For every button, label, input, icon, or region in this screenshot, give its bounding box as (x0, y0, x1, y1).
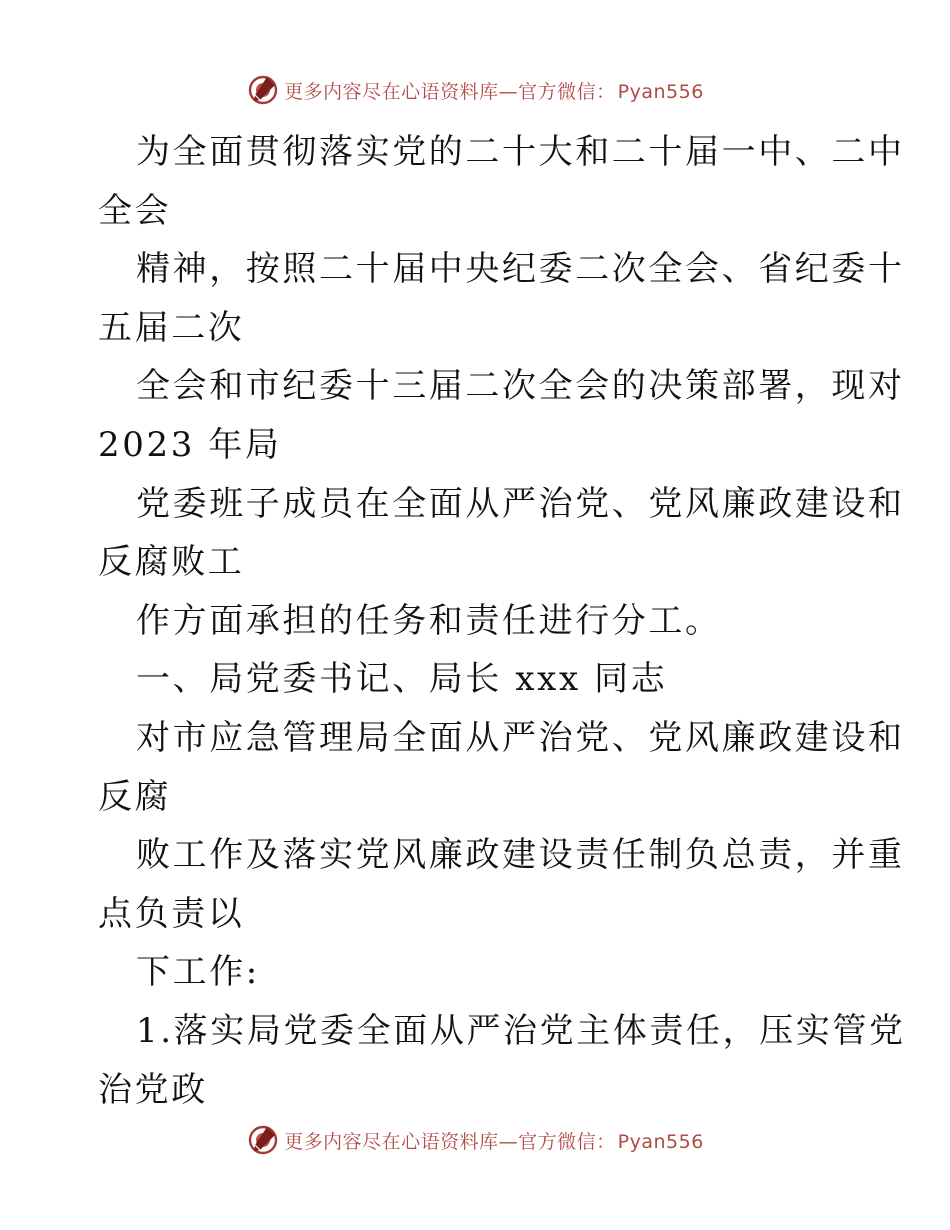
text-line: 一、局党委书记、局长 xxx 同志 (136, 659, 668, 700)
text-line: 点负责以 (98, 893, 245, 934)
text-line: 党委班子成员在全面从严治党、党风廉政建设和 (136, 483, 905, 524)
text-line: 全会和市纪委十三届二次全会的决策部署，现对 (136, 366, 905, 407)
text-line: 败工作及落实党风廉政建设责任制负总责，并重 (136, 835, 905, 876)
text-line: 1.落实局党委全面从严治党主体责任，压实管党 (136, 1010, 906, 1051)
pen-logo-icon (246, 73, 280, 107)
watermark-text: 更多内容尽在心语资料库—官方微信： Pyan556 (284, 80, 704, 103)
text-line: 五届二次 (98, 307, 245, 348)
text-line: 反腐败工 (98, 542, 245, 583)
document-body (98, 123, 906, 1119)
text-line: 对市应急管理局全面从严治党、党风廉政建设和 (136, 717, 905, 758)
watermark-footer (0, 1120, 950, 1160)
watermark-header (0, 70, 950, 110)
text-line: 精神，按照二十届中央纪委二次全会、省纪委十 (136, 249, 905, 290)
pen-logo-icon (246, 1123, 280, 1157)
text-line: 全会 (98, 190, 172, 231)
text-line: 2023 年局 (98, 424, 282, 465)
text-line: 治党政 (98, 1069, 208, 1110)
text-line: 下工作: (136, 952, 260, 993)
text-line: 为全面贯彻落实党的二十大和二十届一中、二中 (136, 132, 905, 172)
text-line: 作方面承担的任务和责任进行分工。 (136, 600, 722, 641)
watermark-text: 更多内容尽在心语资料库—官方微信： Pyan556 (284, 1130, 704, 1153)
text-line: 反腐 (98, 776, 172, 817)
